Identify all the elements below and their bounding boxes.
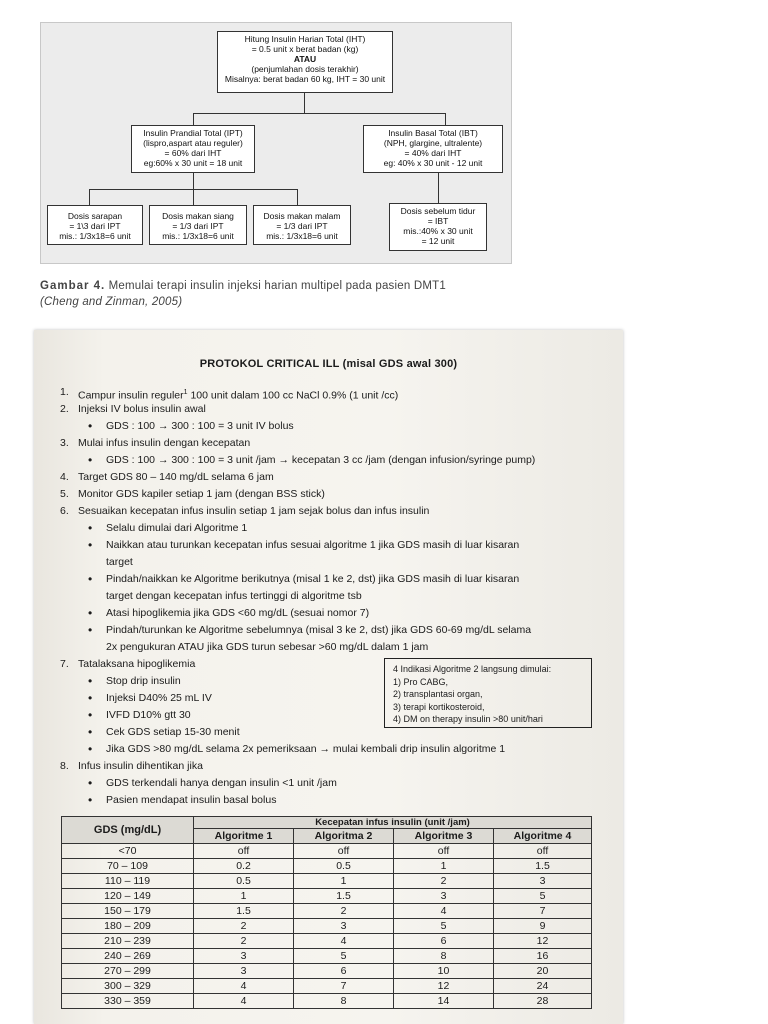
indication-item: 2) transplantasi organ, xyxy=(393,689,483,699)
dinner-dose-box xyxy=(253,205,351,245)
bullet-text: Injeksi D40% 25 mL IV xyxy=(106,692,212,704)
rate-cell: 8 xyxy=(294,994,394,1009)
step-number: 1. xyxy=(60,386,69,398)
bullet-text: Cek GDS setiap 15-30 menit xyxy=(106,726,240,738)
bullet-icon: • xyxy=(88,521,93,535)
box-line: Insulin Prandial Total (IPT) xyxy=(143,128,243,138)
prandial-insulin-box xyxy=(131,125,255,173)
step-number: 8. xyxy=(60,760,69,772)
step-text xyxy=(78,760,203,773)
gds-range-cell: 70 – 109 xyxy=(62,859,194,874)
box-line: = IBT xyxy=(427,216,449,226)
box-line: eg: 40% x 30 unit - 12 unit xyxy=(383,158,483,168)
table-row xyxy=(62,979,592,994)
bullet-text: Stop drip insulin xyxy=(106,675,181,687)
bullet-text: Jika GDS >80 mg/dL selama 2x pemeriksaan → mulai kembali drip insulin algoritme 1 xyxy=(106,743,506,755)
bullet-icon: • xyxy=(88,572,93,586)
rate-cell: 3 xyxy=(494,874,592,889)
box-line: (penjumlahan dosis terakhir) xyxy=(251,64,359,74)
rate-cell: 12 xyxy=(394,979,494,994)
algorithm-column-header: Algoritme 4 xyxy=(494,829,592,844)
bullet-text: Pindah/turunkan ke Algoritme sebelumnya (misal 3 ke 2, dst) jika GDS 60-69 mg/dL selama xyxy=(106,624,532,636)
table-row xyxy=(62,859,592,874)
bullet-text: Pasien mendapat insulin basal bolus xyxy=(106,794,277,806)
box-line: = 12 unit xyxy=(421,236,455,246)
step-text-part: Infus insulin dihentikan jika xyxy=(78,760,203,772)
box-line: mis.: 1/3x18=6 unit xyxy=(162,231,234,241)
protocol-title: PROTOKOL CRITICAL ILL (misal GDS awal 300) xyxy=(199,358,458,370)
box-line: = 1/3 dari IPT xyxy=(172,221,224,231)
continuation-text: 2x pengukuran ATAU jika GDS turun sebesar >60 mg/dL dalam 1 jam xyxy=(106,641,429,653)
rate-cell: off xyxy=(194,844,294,859)
box-line: Dosis sebelum tidur xyxy=(400,206,476,216)
step-text xyxy=(78,403,206,416)
rate-cell: 2 xyxy=(194,919,294,934)
bullet-text: Pindah/naikkan ke Algoritme berikutnya (misal 1 ke 2, dst) jika GDS masih di luar kisaran xyxy=(106,573,520,585)
step-number: 4. xyxy=(60,471,69,483)
bullet-text: Atasi hipoglikemia jika GDS <60 mg/dL (sesuai nomor 7) xyxy=(106,607,370,619)
algorithm-2-indication-box xyxy=(384,658,592,728)
indication-item: 3) terapi kortikosteroid, xyxy=(393,701,485,712)
step-text-part: Tatalaksana hipoglikemia xyxy=(78,658,196,670)
step-text xyxy=(78,386,398,403)
figure-citation: (Cheng and Zinman, 2005) xyxy=(40,296,183,308)
rate-cell: 16 xyxy=(494,949,592,964)
box-line: = 60% dari IHT xyxy=(164,148,222,158)
box-line: mis.: 1/3x18=6 unit xyxy=(266,231,338,241)
step-text-part: Sesuaikan kecepatan infus insulin setiap 1 jam sejak bolus dan infus insulin xyxy=(78,505,430,517)
bullet-icon: • xyxy=(88,419,93,433)
step-text xyxy=(78,505,429,518)
bullet-text: Selalu dimulai dari Algoritme 1 xyxy=(106,522,248,534)
connector-line xyxy=(193,113,194,125)
step-text xyxy=(78,658,195,671)
bullet-text: GDS terkendali hanya dengan insulin <1 unit /jam xyxy=(106,777,337,789)
algorithm-column-header: Algoritma 2 xyxy=(294,829,394,844)
table-row xyxy=(62,949,592,964)
step-text-part: 100 unit dalam 100 cc NaCl 0.9% (1 unit /cc) xyxy=(187,389,399,402)
step-number: 7. xyxy=(60,658,69,670)
rate-cell: 14 xyxy=(394,994,494,1009)
box-line: mis.: 1/3x18=6 unit xyxy=(59,231,131,241)
figure-label: Gambar 4. xyxy=(40,280,106,292)
breakfast-dose-box xyxy=(47,205,143,245)
rate-cell: 4 xyxy=(294,934,394,949)
rate-cell: 4 xyxy=(194,979,294,994)
rate-cell: 3 xyxy=(194,949,294,964)
rate-cell: 10 xyxy=(394,964,494,979)
step-number: 3. xyxy=(60,437,69,449)
table-row xyxy=(62,904,592,919)
table-row xyxy=(62,844,592,859)
connector-line xyxy=(193,189,194,205)
box-line: mis.:40% x 30 unit xyxy=(403,226,473,236)
box-line: = 1\3 dari IPT xyxy=(69,221,121,231)
rate-cell: 8 xyxy=(394,949,494,964)
rate-cell: 4 xyxy=(194,994,294,1009)
connector-line xyxy=(304,93,305,113)
bullet-icon: • xyxy=(88,742,93,756)
bullet-text: GDS : 100 → 300 : 100 = 3 unit IV bolus xyxy=(106,420,294,432)
gds-range-cell: 270 – 299 xyxy=(62,964,194,979)
connector-line xyxy=(193,113,446,114)
infusion-rate-group-header: Kecepatan infus insulin (unit /jam) xyxy=(194,817,592,829)
step-text-part: Campur insulin reguler xyxy=(78,389,184,402)
rate-cell: off xyxy=(294,844,394,859)
algorithm-column-header: Algoritme 1 xyxy=(194,829,294,844)
rate-cell: 3 xyxy=(294,919,394,934)
rate-cell: 28 xyxy=(494,994,592,1009)
step-text-part: Target GDS 80 – 140 mg/dL selama 6 jam xyxy=(78,471,274,483)
insulin-rate-table xyxy=(61,816,592,1009)
bullet-text: Naikkan atau turunkan kecepatan infus sesuai algoritme 1 jika GDS masih di luar kisaran xyxy=(106,539,520,551)
rate-cell: 5 xyxy=(294,949,394,964)
rate-cell: 5 xyxy=(494,889,592,904)
box-line: Hitung Insulin Harian Total (IHT) xyxy=(244,34,366,44)
gds-range-cell: 120 – 149 xyxy=(62,889,194,904)
rate-cell: off xyxy=(394,844,494,859)
footnote-marker: 1 xyxy=(183,389,188,396)
rate-table-body xyxy=(62,844,592,1009)
rate-cell: 2 xyxy=(194,934,294,949)
rate-cell: 7 xyxy=(294,979,394,994)
protocol-sheet xyxy=(34,330,623,1024)
box-line: = 40% dari IHT xyxy=(404,148,462,158)
rate-cell: 2 xyxy=(294,904,394,919)
continuation-text: target xyxy=(106,556,133,568)
table-row xyxy=(62,934,592,949)
table-row xyxy=(62,889,592,904)
bullet-icon: • xyxy=(88,708,93,722)
step-text-part: Injeksi IV bolus insulin awal xyxy=(78,403,206,415)
step-number: 6. xyxy=(60,505,69,517)
rate-cell: 6 xyxy=(294,964,394,979)
box-line: (lispro,aspart atau reguler) xyxy=(143,138,243,148)
rate-cell: 0.5 xyxy=(294,859,394,874)
rate-cell: 1.5 xyxy=(494,859,592,874)
bedtime-dose-box xyxy=(389,203,487,251)
bullet-icon: • xyxy=(88,606,93,620)
step-text xyxy=(78,437,250,450)
rate-cell: 5 xyxy=(394,919,494,934)
gds-range-cell: 110 – 119 xyxy=(62,874,194,889)
bullet-icon: • xyxy=(88,623,93,637)
rate-cell: 12 xyxy=(494,934,592,949)
bullet-text: IVFD D10% gtt 30 xyxy=(106,709,191,721)
table-row xyxy=(62,919,592,934)
step-text xyxy=(78,488,325,501)
figure-caption-text: Memulai terapi insulin injeksi harian multipel pada pasien DMT1 xyxy=(105,280,446,292)
box-line: eg:60% x 30 unit = 18 unit xyxy=(143,158,243,168)
rate-cell: 1 xyxy=(194,889,294,904)
connector-line xyxy=(438,173,439,203)
bullet-icon: • xyxy=(88,776,93,790)
box-line: Misalnya: berat badan 60 kg, IHT = 30 unit xyxy=(224,74,386,84)
step-text-part: Mulai infus insulin dengan kecepatan xyxy=(78,437,251,449)
algorithm-column-header: Algoritme 3 xyxy=(394,829,494,844)
continuation-text: target dengan kecepatan infus tertinggi di algoritme tsb xyxy=(106,590,362,602)
box-line: (NPH, glargine, ultralente) xyxy=(383,138,483,148)
box-line: = 1/3 dari IPT xyxy=(276,221,328,231)
gds-range-cell: 180 – 209 xyxy=(62,919,194,934)
rate-cell: 1.5 xyxy=(194,904,294,919)
rate-cell: 1 xyxy=(394,859,494,874)
rate-cell: 3 xyxy=(194,964,294,979)
connector-line xyxy=(193,173,194,189)
step-text xyxy=(78,471,274,484)
lunch-dose-box xyxy=(149,205,247,245)
gds-range-cell: 150 – 179 xyxy=(62,904,194,919)
table-row xyxy=(62,874,592,889)
rate-cell: 3 xyxy=(394,889,494,904)
rate-cell: off xyxy=(494,844,592,859)
gds-range-cell: 300 – 329 xyxy=(62,979,194,994)
box-line: Insulin Basal Total (IBT) xyxy=(388,128,478,138)
bullet-icon: • xyxy=(88,674,93,688)
indication-title: 4 Indikasi Algoritme 2 langsung dimulai: xyxy=(393,664,552,674)
rate-cell: 7 xyxy=(494,904,592,919)
table-row xyxy=(62,994,592,1009)
rate-cell: 1 xyxy=(294,874,394,889)
basal-insulin-box xyxy=(363,125,503,173)
bullet-icon: • xyxy=(88,453,93,467)
flowchart-figure xyxy=(40,22,512,264)
rate-cell: 0.2 xyxy=(194,859,294,874)
bullet-text: GDS : 100 → 300 : 100 = 3 unit /jam → kecepatan 3 cc /jam (dengan infusion/syringe pump) xyxy=(106,454,536,466)
rate-cell: 9 xyxy=(494,919,592,934)
connector-line xyxy=(89,189,90,205)
connector-line xyxy=(445,113,446,125)
table-row xyxy=(62,964,592,979)
rate-cell: 6 xyxy=(394,934,494,949)
gds-range-cell: 210 – 239 xyxy=(62,934,194,949)
gds-range-cell: <70 xyxy=(62,844,194,859)
indication-item: 1) Pro CABG, xyxy=(393,676,449,687)
indication-item: 4) DM on therapy insulin >80 unit/hari xyxy=(393,714,543,724)
figure-caption xyxy=(40,278,518,310)
rate-cell: 0.5 xyxy=(194,874,294,889)
rate-cell: 24 xyxy=(494,979,592,994)
box-line: Dosis makan siang xyxy=(162,211,234,221)
box-line: Dosis sarapan xyxy=(67,211,123,221)
bullet-icon: • xyxy=(88,725,93,739)
box-line: ATAU xyxy=(293,54,317,64)
rate-cell: 2 xyxy=(394,874,494,889)
bullet-icon: • xyxy=(88,793,93,807)
step-number: 5. xyxy=(60,488,69,500)
step-text-part: Monitor GDS kapiler setiap 1 jam (dengan BSS stick) xyxy=(78,488,325,500)
box-line: Dosis makan malam xyxy=(263,211,341,221)
step-number: 2. xyxy=(60,403,69,415)
gds-range-cell: 330 – 359 xyxy=(62,994,194,1009)
box-line: = 0.5 unit x berat badan (kg) xyxy=(251,44,359,54)
gds-range-cell: 240 – 269 xyxy=(62,949,194,964)
rate-cell: 1.5 xyxy=(294,889,394,904)
bullet-icon: • xyxy=(88,538,93,552)
rate-cell: 4 xyxy=(394,904,494,919)
rate-cell: 20 xyxy=(494,964,592,979)
total-daily-insulin-box xyxy=(217,31,393,93)
connector-line xyxy=(297,189,298,205)
bullet-icon: • xyxy=(88,691,93,705)
gds-column-header: GDS (mg/dL) xyxy=(62,817,194,844)
